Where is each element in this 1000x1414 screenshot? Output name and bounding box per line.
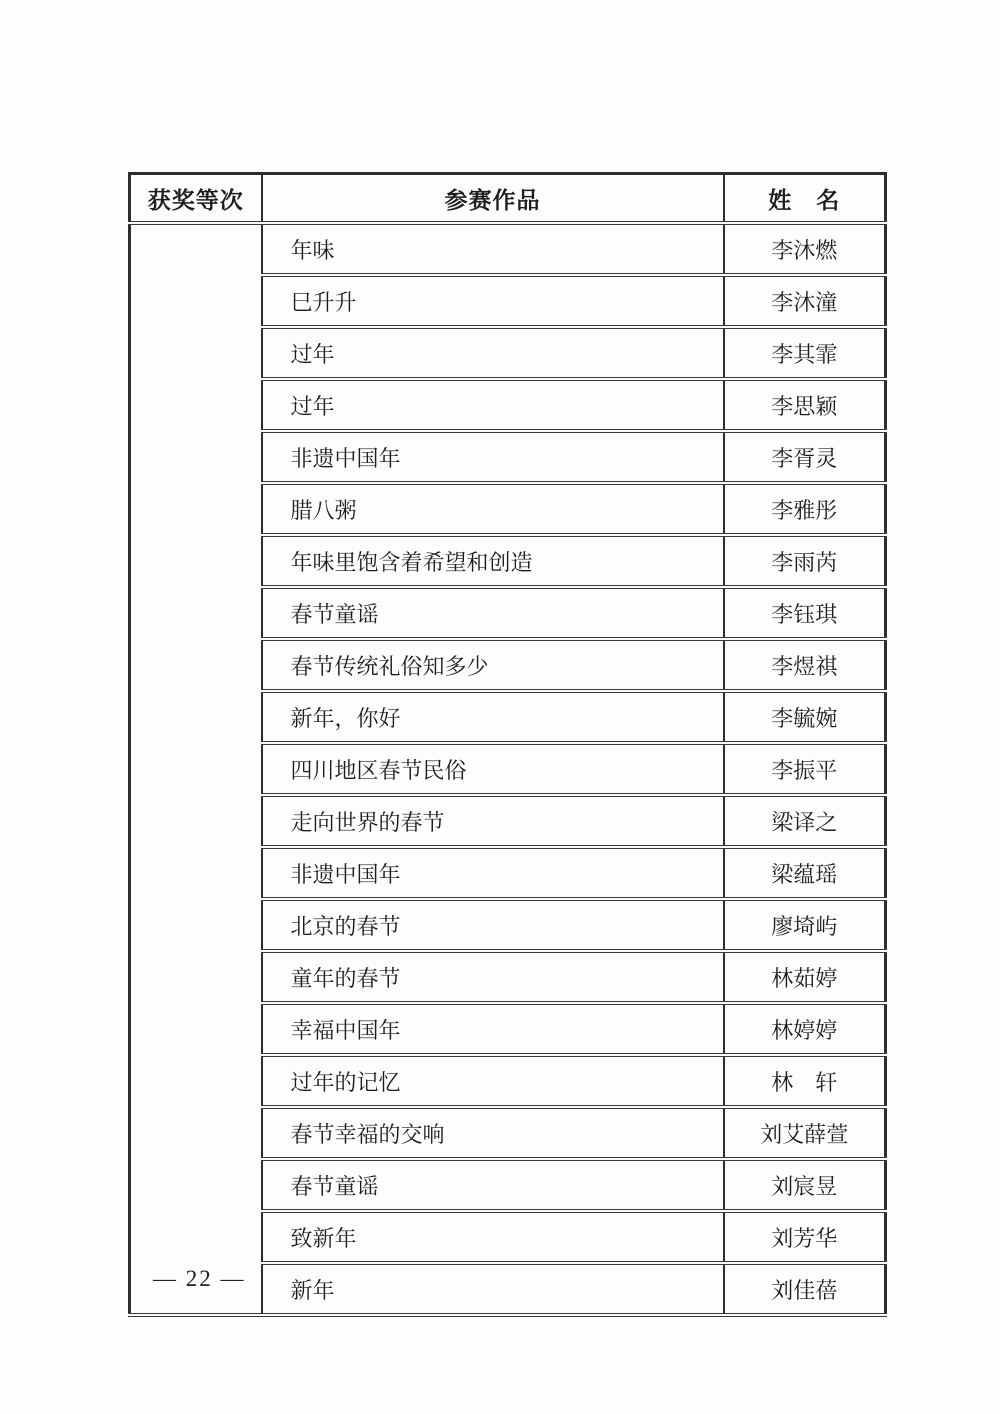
award-level-merged-cell: [130, 223, 262, 1315]
table-cell-name: 李沐燃: [724, 223, 886, 275]
table-cell-name: 李其霏: [724, 327, 886, 379]
table-cell-name: 刘艾薛萱: [724, 1107, 886, 1159]
table-cell-name: 李沐潼: [724, 275, 886, 327]
table-cell-work: 北京的春节: [262, 899, 724, 951]
table-cell-work: 过年的记忆: [262, 1055, 724, 1107]
table-cell-work: 过年: [262, 327, 724, 379]
table-cell-work: 过年: [262, 379, 724, 431]
table-cell-name: 刘宸昱: [724, 1159, 886, 1211]
table-cell-work: 春节幸福的交响: [262, 1107, 724, 1159]
table-cell-work: 新年: [262, 1263, 724, 1315]
table-cell-name: 刘佳蓓: [724, 1263, 886, 1315]
table-cell-work: 非遗中国年: [262, 847, 724, 899]
table-cell-work: 幸福中国年: [262, 1003, 724, 1055]
table-cell-work: 巳升升: [262, 275, 724, 327]
table-cell-work: 四川地区春节民俗: [262, 743, 724, 795]
table-cell-work: 新年，你好: [262, 691, 724, 743]
table-cell-name: 林婷婷: [724, 1003, 886, 1055]
header-name: 姓 名: [724, 174, 886, 224]
table-cell-work: 非遗中国年: [262, 431, 724, 483]
table-cell-work: 春节传统礼俗知多少: [262, 639, 724, 691]
award-results-table: [128, 172, 887, 1317]
header-row: [130, 174, 886, 224]
table-cell-name: 李雅彤: [724, 483, 886, 535]
table-cell-work: 致新年: [262, 1211, 724, 1263]
table-cell-name: 李煜祺: [724, 639, 886, 691]
table-cell-name: 梁译之: [724, 795, 886, 847]
page-number: — 22 —: [153, 1266, 246, 1291]
table-cell-work: 年味: [262, 223, 724, 275]
table-cell-name: 李胥灵: [724, 431, 886, 483]
table-cell-name: 林茹婷: [724, 951, 886, 1003]
table-header: [130, 174, 886, 224]
table-cell-name: 梁蕴瑶: [724, 847, 886, 899]
table-cell-name: 李思颖: [724, 379, 886, 431]
table-cell-work: 年味里饱含着希望和创造: [262, 535, 724, 587]
table-cell-name: 李钰琪: [724, 587, 886, 639]
table-cell-name: 林 轩: [724, 1055, 886, 1107]
header-work: 参赛作品: [262, 174, 724, 224]
table-cell-work: 走向世界的春节: [262, 795, 724, 847]
table-cell-name: 刘芳华: [724, 1211, 886, 1263]
table-cell-work: 春节童谣: [262, 587, 724, 639]
table-cell-work: 童年的春节: [262, 951, 724, 1003]
table-cell-work: 春节童谣: [262, 1159, 724, 1211]
table-cell-name: 李振平: [724, 743, 886, 795]
header-award-level: 获奖等次: [130, 174, 262, 224]
table-body: [130, 223, 886, 1315]
table-row: [130, 223, 886, 275]
table-cell-name: 廖埼屿: [724, 899, 886, 951]
table-cell-name: 李毓婉: [724, 691, 886, 743]
table-cell-work: 腊八粥: [262, 483, 724, 535]
table-cell-name: 李雨芮: [724, 535, 886, 587]
